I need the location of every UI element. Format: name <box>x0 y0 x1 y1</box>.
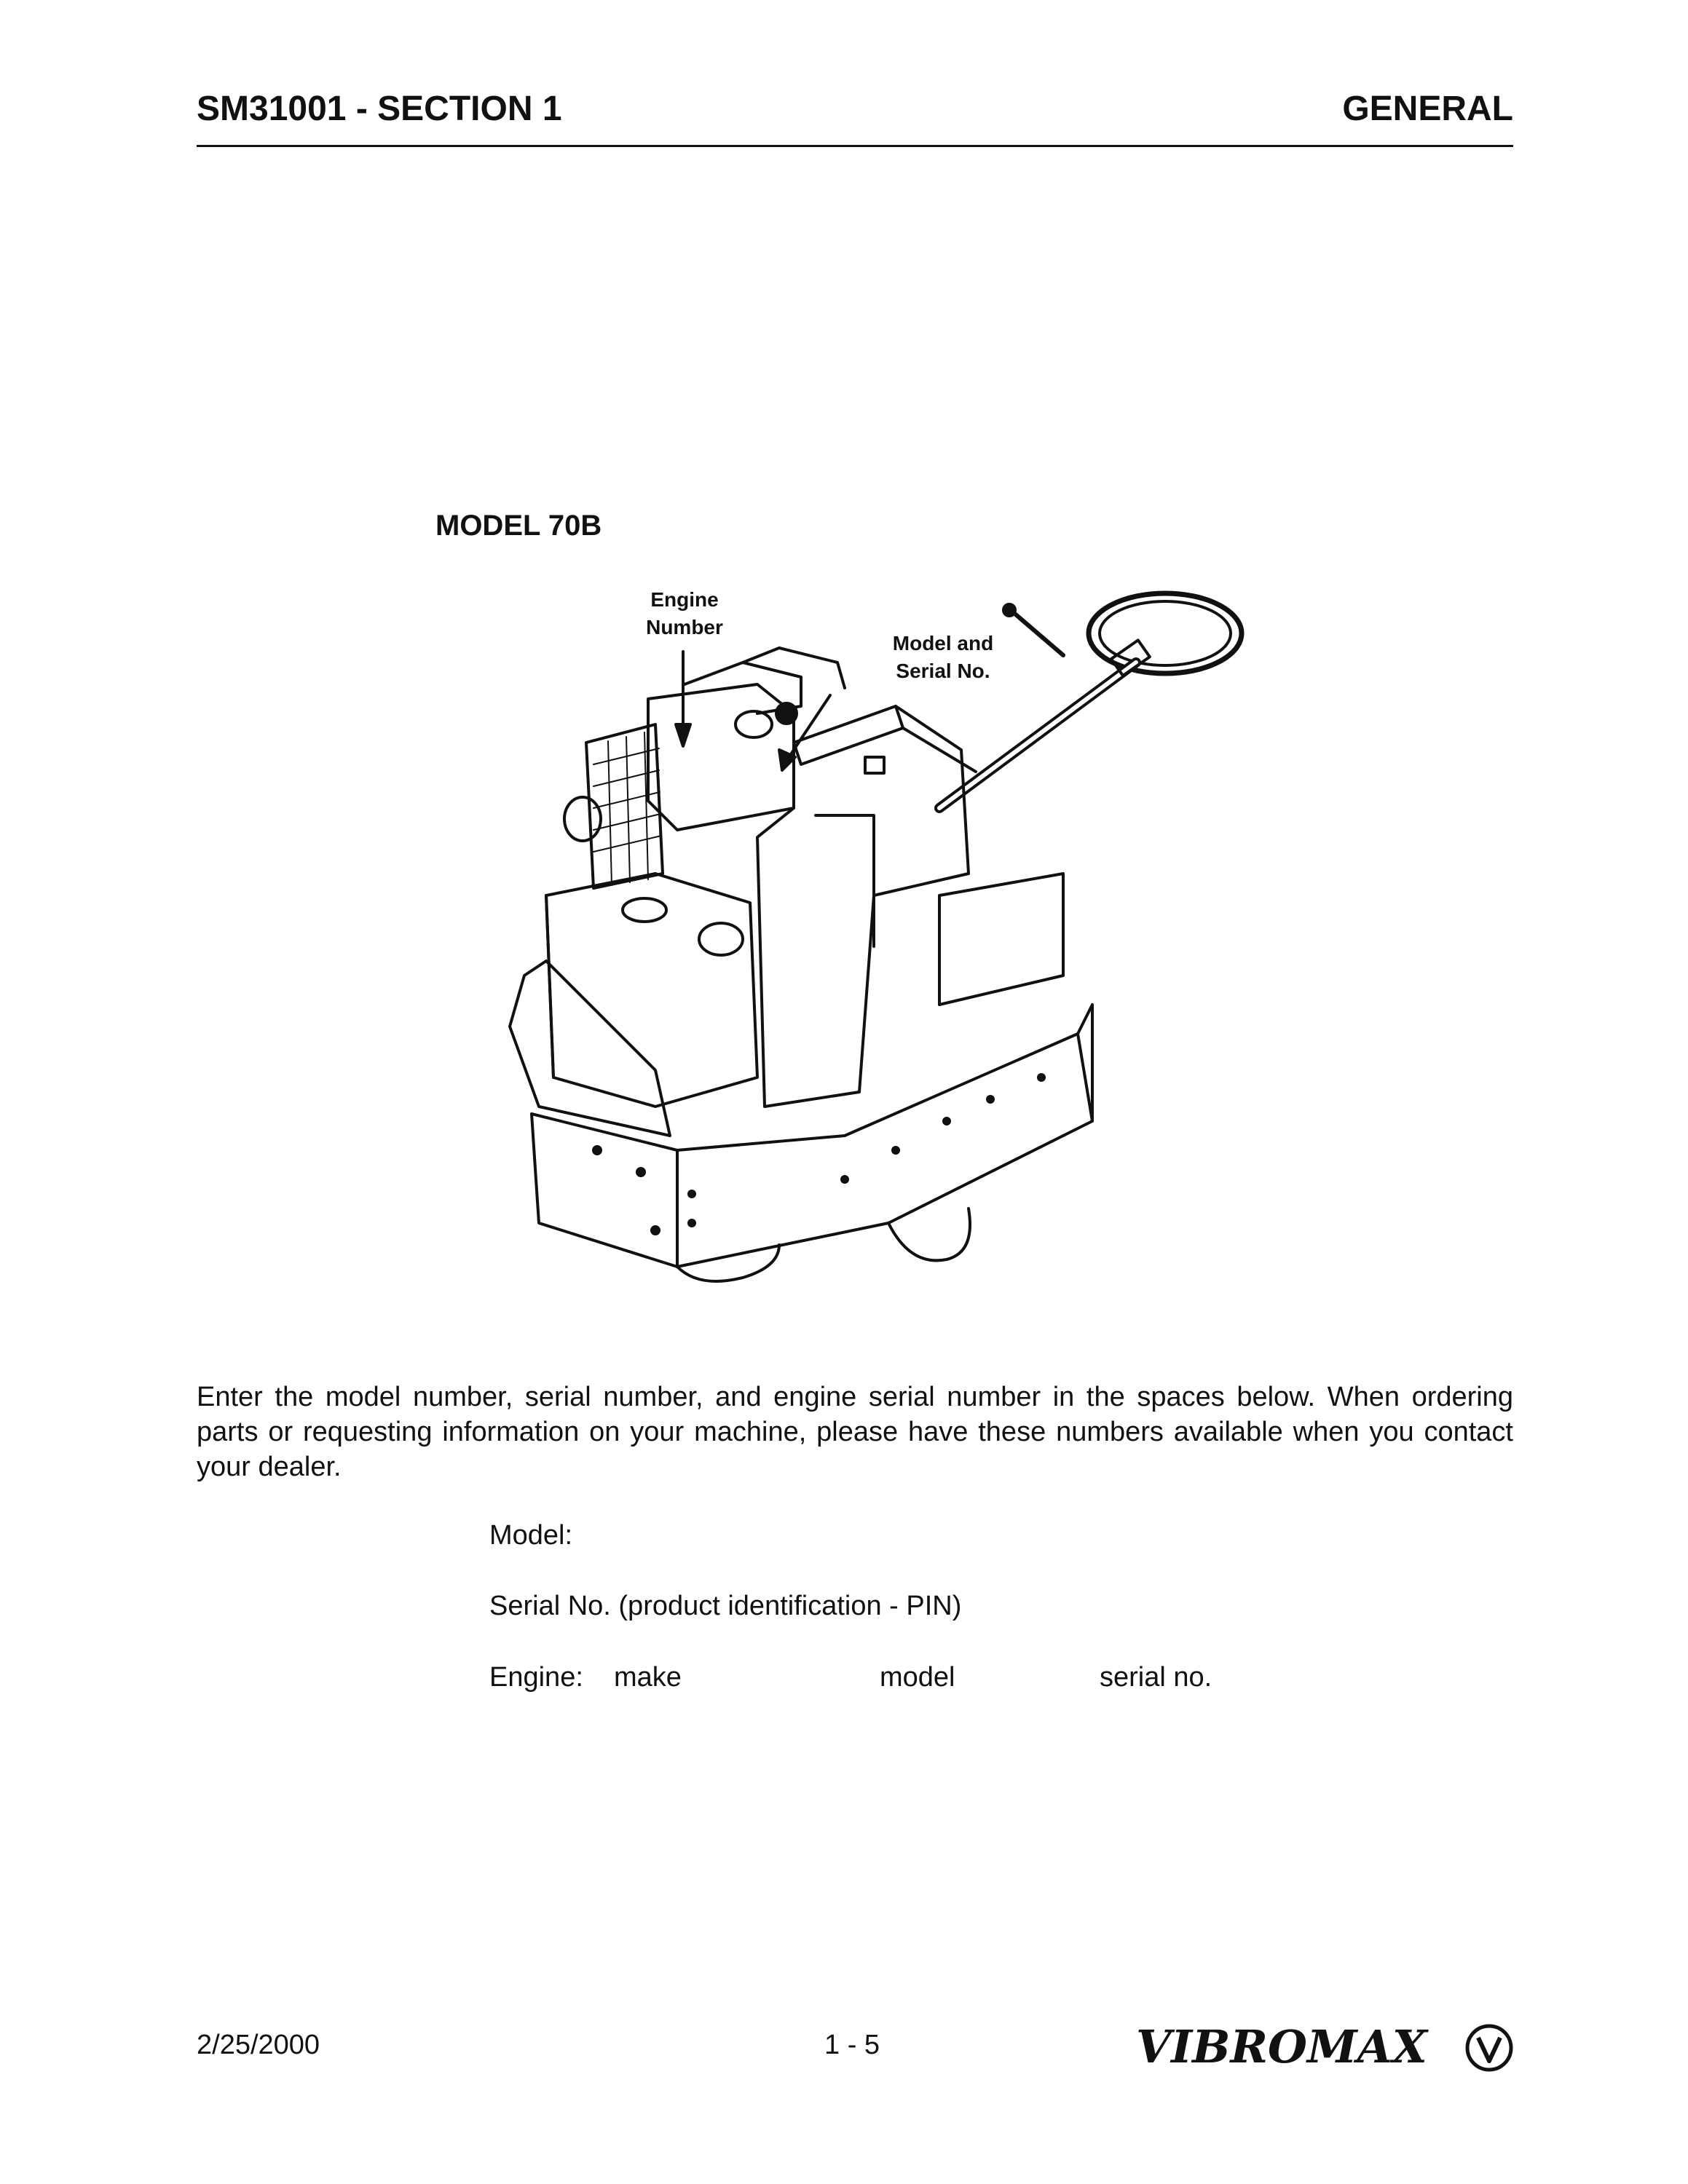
engine-model-label: model <box>880 1662 955 1693</box>
header-rule <box>197 145 1513 147</box>
callout-model-line1: Model and <box>892 632 994 654</box>
callout-model-line2: Serial No. <box>896 660 990 682</box>
engine-serial-label: serial no. <box>1100 1662 1212 1693</box>
instructions-paragraph: Enter the model number, serial number, and engine serial number in the spaces below. When ordering parts or requesting information on your machine, please have these numbers available when you contact your dealer. <box>197 1382 1513 1482</box>
callout-engine-line2: Number <box>646 616 723 638</box>
footer-date: 2/25/2000 <box>197 2030 320 2060</box>
callout-engine-line1: Engine <box>650 588 719 611</box>
section-title: SM31001 - SECTION 1 <box>197 90 562 128</box>
model-title: MODEL 70B <box>435 510 602 542</box>
roller-illustration <box>437 568 1282 1296</box>
serial-label: Serial No. (product identification - PIN) <box>489 1591 962 1621</box>
callout-model-serial <box>881 630 1005 685</box>
chapter-title: GENERAL <box>1342 90 1513 128</box>
brand-text: VIBROMAX <box>1136 2020 1427 2073</box>
page-number: 1 - 5 <box>824 2030 880 2060</box>
brand-emblem-icon <box>1467 2026 1511 2070</box>
engine-label: Engine: <box>489 1662 583 1693</box>
callout-engine-number <box>634 586 735 641</box>
model-label: Model: <box>489 1520 573 1551</box>
vibromax-logo <box>1136 2013 1515 2078</box>
engine-make-label: make <box>614 1662 682 1693</box>
